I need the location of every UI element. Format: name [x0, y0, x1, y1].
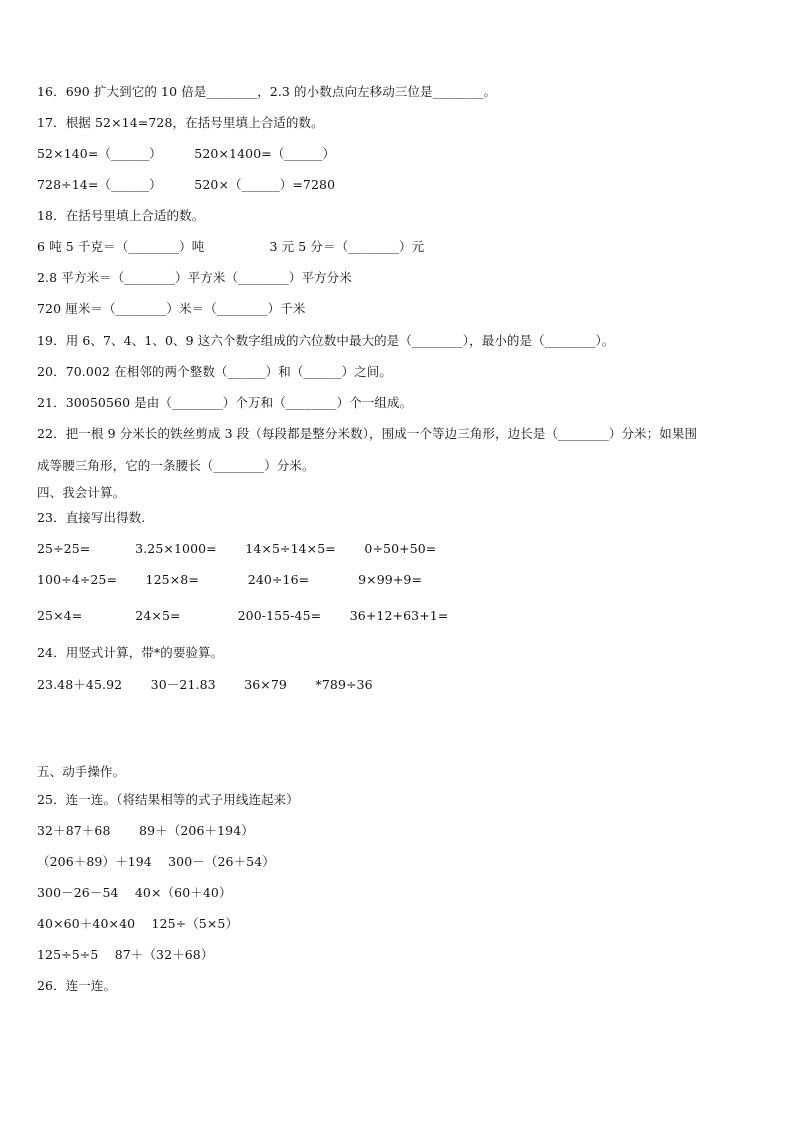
- question-22-part-2: 成等腰三角形，它的一条腰长（________）分米。: [37, 458, 315, 473]
- question-25-row-2: （206＋89）＋194 300－（26＋54）: [37, 854, 275, 869]
- question-25-row-3: 300－26－54 40×（60＋40）: [37, 885, 232, 900]
- question-25-title: 25．连一连。（将结果相等的式子用线连起来）: [37, 792, 299, 807]
- question-21: 21．30050560 是由（________）个万和（________）个一组成。: [37, 395, 413, 410]
- question-18-row-2: 2.8 平方米＝（________）平方米（________）平方分米: [37, 270, 352, 285]
- question-22-part-1: 22．把一根 9 分米长的铁丝剪成 3 段（每段都是整分米数），围成一个等边三角形，边长是（________）分米；如果围: [37, 426, 698, 441]
- question-19: 19．用 6、7、4、1、0、9 这六个数字组成的六位数中最大的是（________），最小的是（________）。: [37, 333, 615, 348]
- section-5-heading: 五、动手操作。: [37, 764, 126, 779]
- question-18-row-1: 6 吨 5 千克＝（________）吨 3 元 5 分＝（________）元: [37, 239, 425, 254]
- question-18-title: 18．在括号里填上合适的数。: [37, 208, 205, 223]
- question-24-expressions: 23.48＋45.92 30－21.83 36×79 *789÷36: [37, 677, 373, 692]
- question-18-row-3: 720 厘米＝（________）米＝（________）千米: [37, 301, 306, 316]
- question-23-row-2: 100÷4÷25= 125×8= 240÷16= 9×99+9=: [37, 572, 423, 587]
- question-24-title: 24．用竖式计算，带*的要验算。: [37, 645, 224, 660]
- question-16: 16．690 扩大到它的 10 倍是________，2.3 的小数点向左移动三位是________。: [37, 84, 497, 99]
- question-25-row-1: 32＋87＋68 89＋（206＋194）: [37, 823, 254, 838]
- question-23-row-1: 25÷25= 3.25×1000= 14×5÷14×5= 0÷50+50=: [37, 541, 437, 556]
- question-25-row-4: 40×60＋40×40 125÷（5×5）: [37, 916, 239, 931]
- question-23-title: 23．直接写出得数.: [37, 510, 146, 525]
- question-26-title: 26．连一连。: [37, 978, 117, 993]
- question-23-row-3: 25×4= 24×5= 200-155-45= 36+12+63+1=: [37, 608, 449, 623]
- question-20: 20．70.002 在相邻的两个整数（______）和（______）之间。: [37, 364, 392, 379]
- question-25-row-5: 125÷5÷5 87＋（32＋68）: [37, 947, 214, 962]
- question-17-row-2: 728÷14=（______） 520×（______）=7280: [37, 177, 336, 192]
- question-17-title: 17．根据 52×14=728，在括号里填上合适的数。: [37, 115, 324, 130]
- question-17-row-1: 52×140=（______） 520×1400=（______）: [37, 146, 336, 161]
- section-4-heading: 四、我会计算。: [37, 485, 126, 500]
